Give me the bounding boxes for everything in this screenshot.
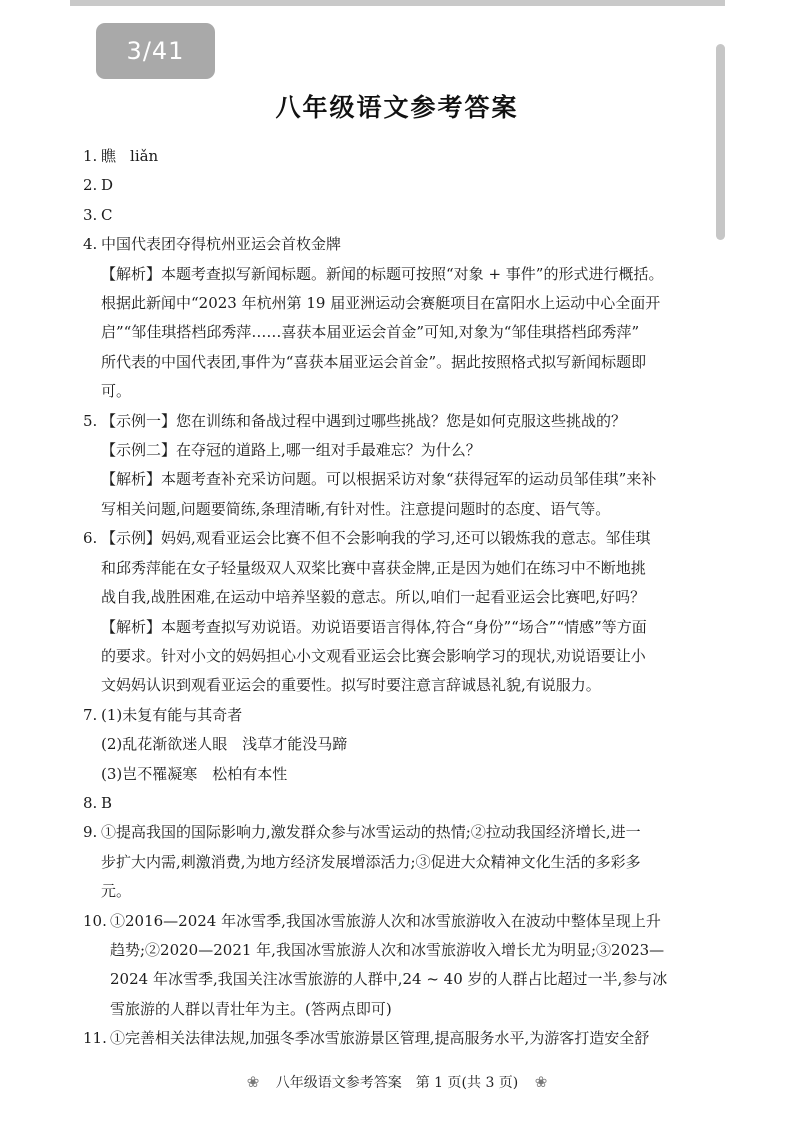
answer-text: B xyxy=(101,793,113,812)
answer-text: C xyxy=(101,205,113,224)
answer-line: 2024 年冰雪季,我国关注冰雪旅游的人群中,24 ~ 40 岁的人群占比超过一半,参与冰 xyxy=(110,970,668,989)
item-number: 9. xyxy=(83,823,98,842)
answer-line: ①完善相关法律法规,加强冬季冰雪旅游景区管理,提高服务水平,为游客打造安全舒 xyxy=(110,1029,650,1048)
answer-line: ①提高我国的国际影响力,激发群众参与冰雪运动的热情;②拉动我国经济增长,进一 xyxy=(101,823,641,842)
answer-item-1 xyxy=(83,142,723,171)
flower-ornament-icon: ❀ xyxy=(246,1073,260,1091)
poem-line: (1)未复有能与其奇者 xyxy=(101,705,243,724)
answer-line: 中国代表团夺得杭州亚运会首枚金牌 xyxy=(101,235,342,254)
page-footer xyxy=(0,1072,794,1092)
answer-item-5 xyxy=(83,407,723,525)
answer-item-8 xyxy=(83,789,723,818)
answer-line: 雪旅游的人群以青壮年为主。(答两点即可) xyxy=(110,999,392,1018)
example-line: 【示例二】在夺冠的道路上,哪一组对手最难忘？为什么？ xyxy=(101,441,481,460)
analysis-line: 根据此新闻中“2023 年杭州第 19 届亚洲运动会赛艇项目在富阳水上运动中心全面开 xyxy=(101,294,661,313)
analysis-line: 可。 xyxy=(101,382,132,401)
item-number: 11. xyxy=(83,1029,107,1048)
analysis-line: 所代表的中国代表团,事件为“喜获本届亚运会首金”。据此按照格式拟写新闻标题即 xyxy=(101,352,647,371)
answer-item-11 xyxy=(83,1024,723,1053)
top-edge-strip xyxy=(70,0,725,6)
example-line: 和邱秀萍能在女子轻量级双人双桨比赛中喜获金牌,正是因为她们在练习中不断地挑 xyxy=(101,558,646,577)
answer-line: 元。 xyxy=(101,882,132,901)
poem-line: (2)乱花渐欲迷人眼 浅草才能没马蹄 xyxy=(101,735,348,754)
answer-line: 趋势;②2020—2021 年,我国冰雪旅游人次和冰雪旅游收入增长尤为明显;③2023— xyxy=(110,940,665,959)
document-title: 八年级语文参考答案 xyxy=(275,93,519,122)
analysis-line: 的要求。针对小文的妈妈担心小文观看亚运会比赛会影响学习的现状,劝说语要让小 xyxy=(101,646,646,665)
footer-text: 八年级语文参考答案 第 1 页(共 3 页) xyxy=(275,1075,519,1091)
item-number: 5. xyxy=(83,411,98,430)
answer-word: 瞧 xyxy=(101,147,117,165)
item-number: 4. xyxy=(83,235,98,254)
example-line: 战自我,战胜困难,在运动中培养坚毅的意志。所以,咱们一起看亚运会比赛吧,好吗？ xyxy=(101,588,646,607)
item-number: 1. xyxy=(83,147,98,165)
answer-line: ①2016—2024 年冰雪季,我国冰雪旅游人次和冰雪旅游收入在波动中整体呈现上升 xyxy=(110,911,661,930)
item-number: 10. xyxy=(83,911,107,930)
analysis-line: 【解析】本题考查拟写劝说语。劝说语要语言得体,符合“身份”“场合”“情感”等方面 xyxy=(101,617,647,636)
page-indicator-badge: 3/41 xyxy=(96,23,215,79)
answer-line: 步扩大内需,刺激消费,为地方经济发展增添活力;③促进大众精神文化生活的多彩多 xyxy=(101,852,641,871)
analysis-line: 启”“邹佳琪搭档邱秀萍……喜获本届亚运会首金”可知,对象为“邹佳琪搭档邱秀萍” xyxy=(101,323,640,342)
example-line: 【示例】妈妈,观看亚运会比赛不但不会影响我的学习,还可以锻炼我的意志。邹佳琪 xyxy=(101,529,651,548)
analysis-line: 写相关问题,问题要简练,条理清晰,有针对性。注意提问题时的态度、语气等。 xyxy=(101,499,611,518)
answer-item-3 xyxy=(83,201,723,230)
example-line: 【示例一】您在训练和备战过程中遇到过哪些挑战？您是如何克服这些挑战的？ xyxy=(101,411,627,430)
item-number: 8. xyxy=(83,793,98,812)
answer-item-10 xyxy=(83,907,723,1025)
answer-item-6 xyxy=(83,524,723,700)
answer-pinyin: liǎn xyxy=(130,147,159,165)
flower-ornament-icon: ❀ xyxy=(534,1073,548,1091)
analysis-line: 【解析】本题考查拟写新闻标题。新闻的标题可按照“对象 + 事件”的形式进行概括。 xyxy=(101,264,664,283)
item-number: 7. xyxy=(83,705,98,724)
answer-item-2 xyxy=(83,171,723,200)
item-number: 3. xyxy=(83,205,98,224)
analysis-line: 【解析】本题考查补充采访问题。可以根据采访对象“获得冠军的运动员邹佳琪”来补 xyxy=(101,470,657,489)
answer-list xyxy=(83,142,723,1054)
item-number: 2. xyxy=(83,176,98,195)
poem-line: (3)岂不罹凝寒 松柏有本性 xyxy=(101,764,288,783)
answer-item-7 xyxy=(83,701,723,789)
answer-item-4 xyxy=(83,230,723,406)
analysis-line: 文妈妈认识到观看亚运会的重要性。拟写时要注意言辞诚恳礼貌,有说服力。 xyxy=(101,676,601,695)
answer-text: D xyxy=(101,176,114,195)
item-number: 6. xyxy=(83,529,98,548)
answer-item-9 xyxy=(83,818,723,906)
